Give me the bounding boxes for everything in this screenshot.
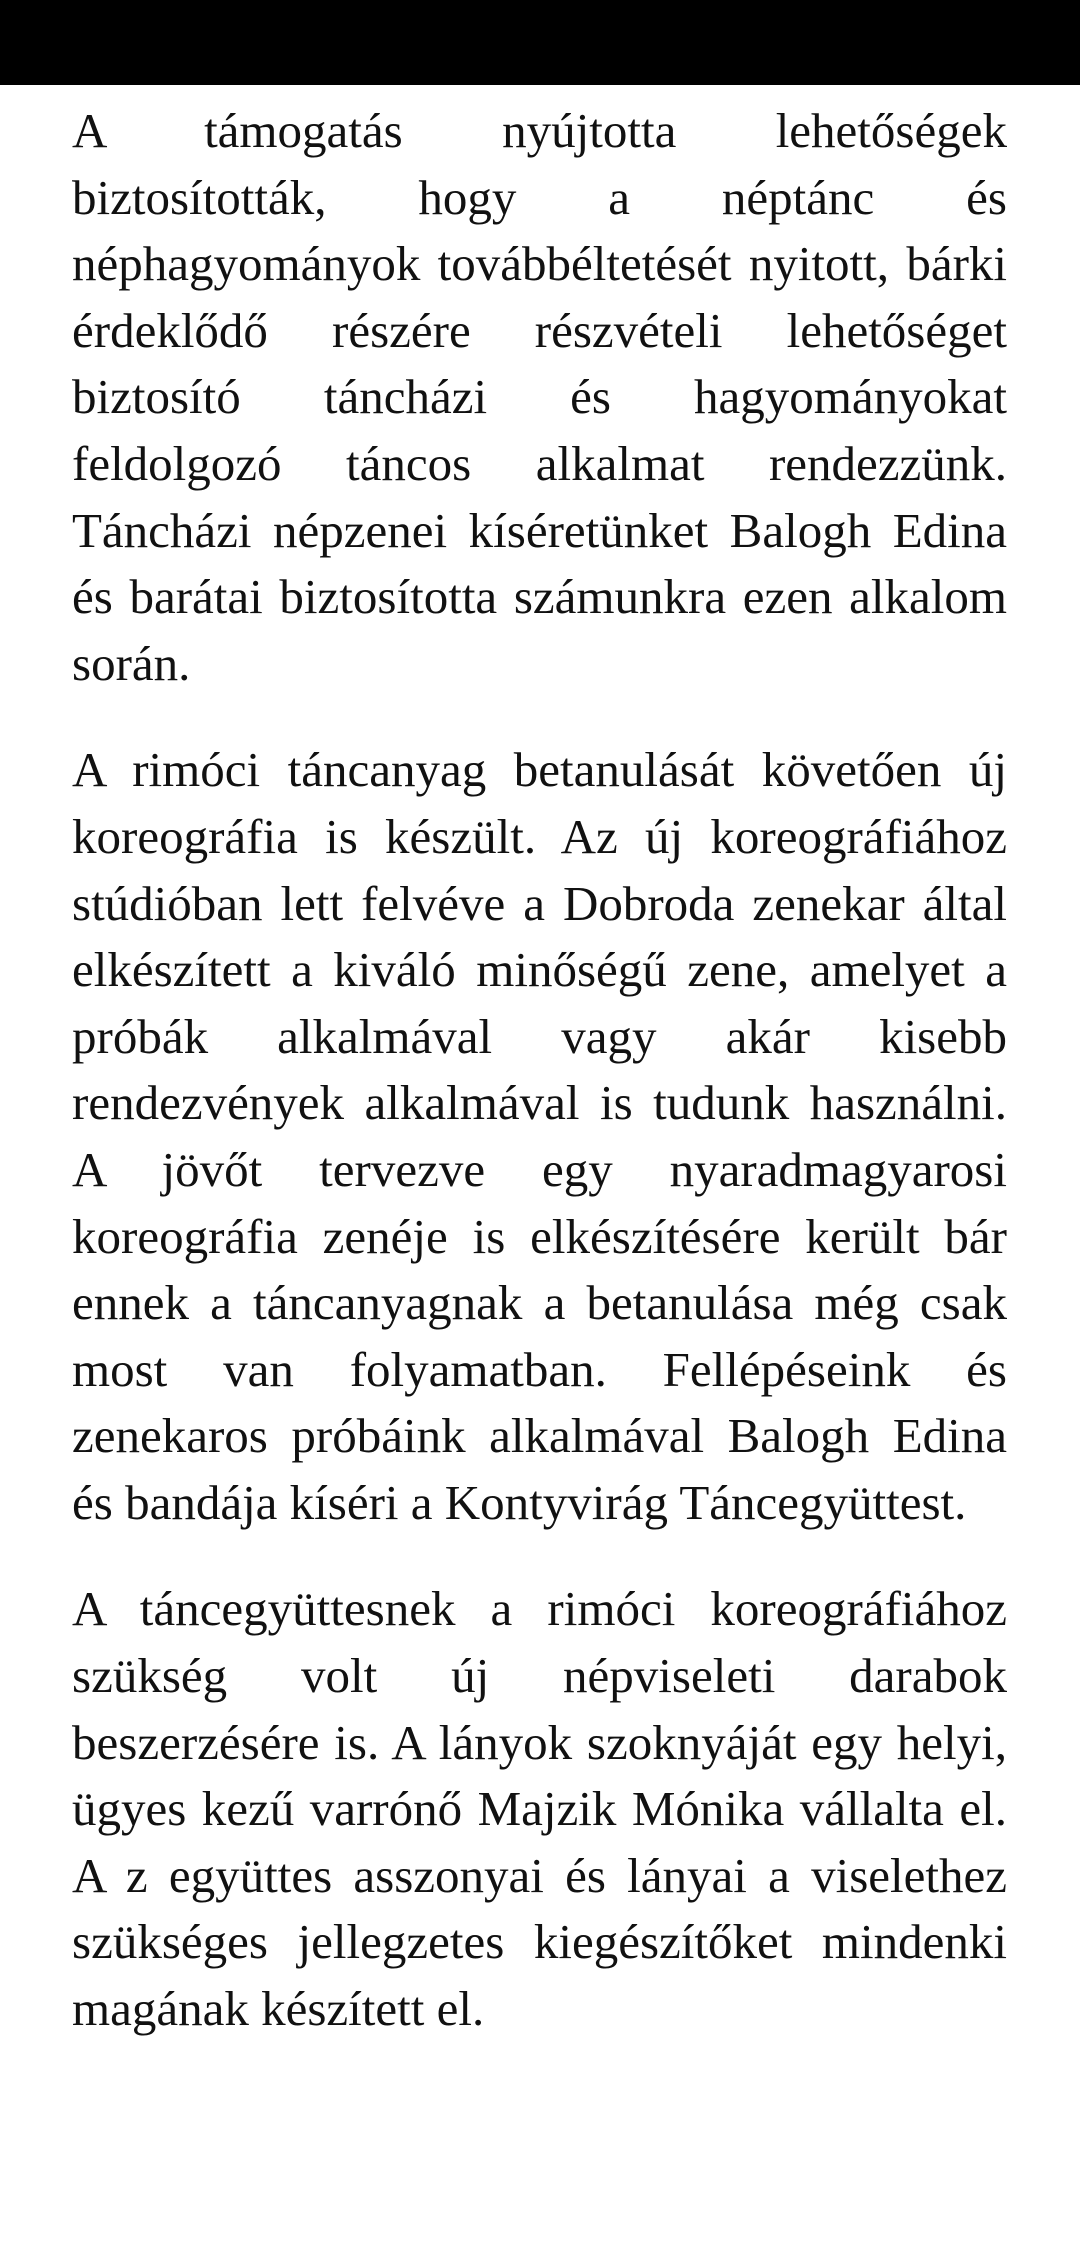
paragraph-1: A támogatás nyújtotta lehetőségek biztosították, hogy a néptánc és néphagyományok továbbéltetését nyitott, bárki érdeklődő részére részvételi lehetőséget biztosító táncházi és hagyományokat feldolgozó táncos alkalmat rendezzünk. Táncházi népzenei kíséretünket Balogh Edina és barátai biztosította számunkra ezen alkalom során.: [72, 103, 1020, 691]
paragraph-2: A rimóci táncanyag betanulását követően új koreográfia is készült. Az új koreográfiához stúdióban lett felvéve a Dobroda zenekar által elkészített a kiváló minőségű zene, amelyet a próbák alkalmával vagy akár kisebb rendezvények alkalmával is tudunk használni. A jövőt tervezve egy nyaradmagyarosi koreográfia zenéje is elkészítésére került bár ennek a táncanyagnak a betanulása még csak most van folyamatban. Fellépéseink és zenekaros próbáink alkalmával Balogh Edina és bandája kíséri a Kontyvirág Táncegyüttest.: [72, 742, 1032, 1530]
paragraph-3: A táncegyüttesnek a rimóci koreográfiához szükség volt új népviseleti darabok beszerzésére is. A lányok szoknyáját egy helyi, ügyes kezű varrónő Majzik Mónika vállalta el. A z együttes asszonyai és lányai a viselethez szükséges jellegzetes kiegészítőket mindenki magának készített el.: [72, 1581, 1020, 2037]
document-body: [72, 98, 1032, 2083]
status-bar: [0, 0, 1080, 85]
